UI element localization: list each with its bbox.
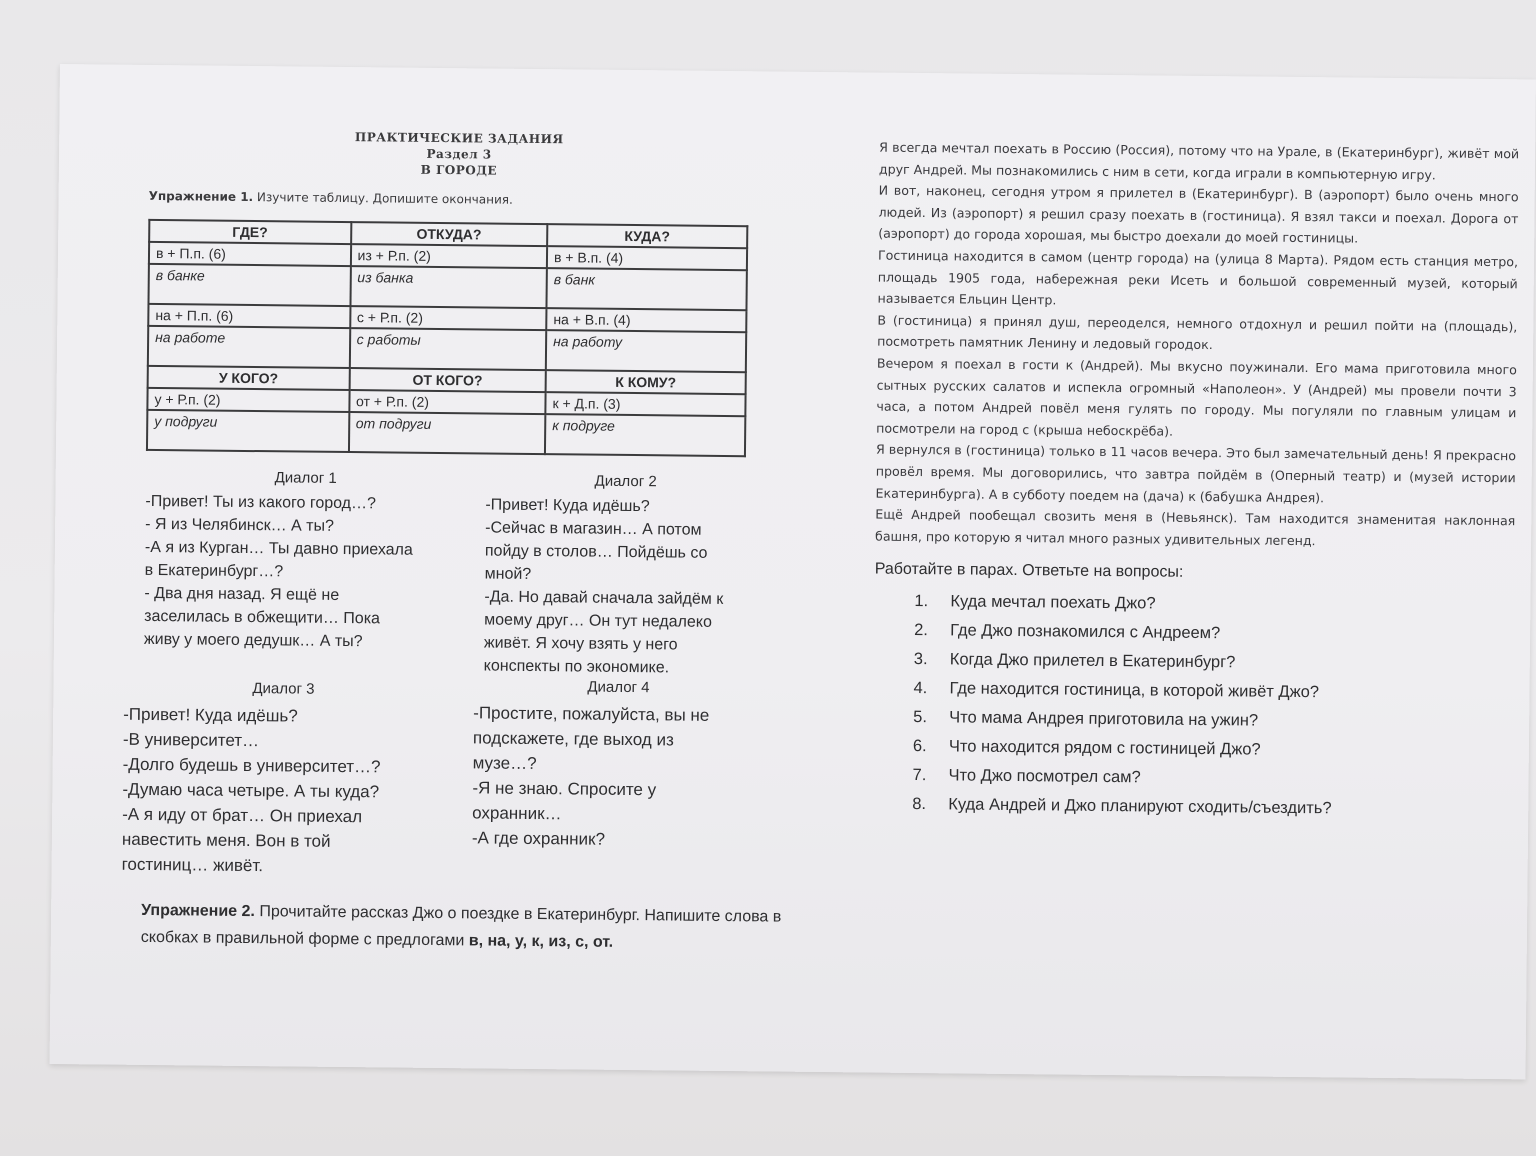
table-cell-example: к подруге	[545, 414, 745, 456]
section-label: Раздел 3	[426, 146, 492, 162]
table-cell-form: из + Р.п. (2)	[350, 244, 547, 268]
dialog-line: - Два дня назад. Я ещё не	[144, 584, 340, 604]
story-text	[875, 137, 1519, 554]
dialog-title: Диалог 1	[274, 469, 337, 487]
table-cell-form: на + В.п. (4)	[546, 308, 746, 332]
table-cell-form: от + Р.п. (2)	[349, 390, 546, 414]
question-number: 8.	[912, 795, 927, 814]
dialog-line: -Простите, пожалуйста, вы не	[473, 703, 710, 725]
table-cell-example: в банк	[546, 268, 746, 310]
case-table	[146, 219, 748, 457]
question-number: 5.	[913, 708, 928, 727]
dialog-line: -Привет! Куда идёшь?	[123, 704, 298, 726]
dialog-line: -Да. Но давай сначала зайдём к	[484, 588, 724, 608]
dialog-line: в Екатеринбург…?	[144, 561, 284, 581]
dialog-3	[121, 675, 443, 880]
question-text: Когда Джо прилетел в Екатеринбург?	[949, 650, 1236, 672]
dialog-line: навестить меня. Вон в той	[121, 829, 331, 851]
question-text: Где Джо познакомился с Андреем?	[950, 621, 1221, 643]
dialog-line: -В университет…	[122, 729, 260, 751]
question-text: Что Джо посмотрел сам?	[948, 766, 1141, 787]
dialog-line: -Привет! Ты из какого город…?	[145, 492, 377, 513]
dialogs-area	[121, 465, 765, 901]
table-cell-form: у + Р.п. (2)	[147, 388, 349, 412]
left-column	[121, 127, 769, 901]
dialog-line: - Я из Челябинск… А ты?	[145, 515, 335, 535]
dialog-line: -Долго будешь в университет…?	[122, 754, 381, 777]
question-number: 4.	[913, 679, 928, 698]
story-paragraph: Я вернулся в (гостиница) только в 11 часов вечера. Это был замечательный день! Я прекрасно провёл время. Мы договорились, что завтра пойдём в (Оперный театр) и (музей истории Екатеринбурга). А в субботу поедем на (дача) к (бабушка Андрея).	[875, 441, 1517, 505]
exercise-2-label: Упражнение 2.	[141, 901, 256, 921]
table-header: ОТ КОГО?	[349, 368, 546, 392]
dialog-4	[472, 673, 764, 853]
dialog-line: -Думаю часа четыре. А ты куда?	[122, 779, 380, 802]
story-paragraph: Вечером я поехал в гости к (Андрей). Мы вкусно поужинали. Его мама приготовила много сытных русских салатов и испекла огромный «Наполеон». У (Андрей) мы провели почти 3 часа, а потом Андрей повёл меня гулять по городу. Мы погуляли по главным улицам и посмотрели на город с (крыша небоскрёба).	[876, 355, 1517, 439]
dialog-1	[144, 465, 466, 654]
table-cell-example: от подруги	[349, 412, 546, 454]
dialog-title: Диалог 4	[587, 678, 650, 697]
story-paragraph: В (гостиница) я принял душ, переоделся, немного отдохнул и решил пойти на (площадь), посмотреть памятник Ленину и ледовый городок.	[877, 312, 1518, 353]
dialog-line: живу у моего дедушк… А ты?	[143, 630, 363, 651]
dialog-2	[484, 468, 766, 680]
dialog-line: моему друг… Он тут недалеко	[484, 611, 712, 631]
story-paragraph: И вот, наконец, сегодня утром я прилетел в (Екатеринбург). В (аэропорт) было очень много людей. Из (аэропорт) я решил сразу поехать в (гостиница). Я взял такси и поехал. Дорога от (аэропорт) до города хорошая, мы быстро доехали до моей гостиницы.	[878, 182, 1519, 246]
dialog-line: -А где охранник?	[471, 828, 606, 849]
table-header: К КОМУ?	[546, 370, 746, 394]
question-text: Куда мечтал поехать Джо?	[950, 592, 1156, 613]
table-cell-example: из банка	[350, 266, 547, 308]
table-cell-form: в + В.п. (4)	[547, 246, 747, 270]
story-paragraph: Гостиница находится в самом (центр города) на (улица 8 Марта). Рядом есть станция метро, площадь 1905 года, набережная реки Исеть и большой современный музей, который называется Ельцин Центр.	[877, 247, 1519, 308]
table-header: У КОГО?	[148, 366, 350, 390]
question-number: 3.	[913, 650, 928, 669]
table-cell-example: на работу	[546, 330, 746, 372]
table-cell-form: к + Д.п. (3)	[545, 392, 745, 416]
dialog-line: -Я не знаю. Спросите у	[472, 778, 657, 800]
dialog-title: Диалог 3	[252, 680, 315, 698]
exercise-1-text: Изучите таблицу. Допишите окончания.	[256, 190, 513, 207]
exercise-2-prepositions: в, на, у, к, из, с, от.	[468, 932, 614, 951]
story-paragraph: Ещё Андрей пообещал свозить меня в (Невьянск). Там находится знаменитая наклонная башня, про которую я читал много разных удивительных легенд.	[875, 506, 1516, 548]
topic-label: В ГОРОДЕ	[420, 162, 498, 178]
dialog-line: -А я из Курган… Ты давно приехала	[144, 538, 413, 559]
exercise-2-text: Прочитайте рассказ Джо о поездке в Екатеринбург. Напишите слова в скобках в правильной форме с предлогами	[140, 903, 782, 950]
right-column	[872, 137, 1519, 826]
question-text: Что мама Андрея приготовила на ужин?	[949, 708, 1259, 730]
table-cell-example: на работе	[148, 326, 350, 368]
table-cell-example: с работы	[349, 328, 546, 370]
question-text: Что находится рядом с гостиницей Джо?	[948, 737, 1261, 759]
story-paragraph: Я всегда мечтал поехать в Россию (Россия), потому что на Урале, в (Екатеринбург), живёт мой друг Андрей. Мы познакомились с ним в сети, когда играли в компьютерную игру.	[878, 139, 1520, 183]
question-text: Где находится гостиница, в которой живёт Джо?	[949, 679, 1320, 702]
table-header: ОТКУДА?	[351, 222, 548, 246]
exercise-2-instruction	[141, 897, 802, 958]
table-cell-example: у подруги	[147, 410, 349, 452]
exercise-1-label: Упражнение 1.	[148, 188, 254, 205]
worksheet-title: ПРАКТИЧЕСКИЕ ЗАДАНИЯ	[354, 130, 564, 147]
worksheet-page	[50, 64, 1536, 1079]
question-number: 2.	[914, 621, 928, 640]
table-cell-form: в + П.п. (6)	[149, 242, 351, 266]
dialog-line: конспекты по экономике.	[483, 657, 670, 677]
question-text: Куда Андрей и Джо планируют сходить/съездить?	[948, 795, 1332, 818]
table-cell-form: на + П.п. (6)	[148, 304, 350, 328]
question-number: 7.	[912, 766, 927, 785]
question-number: 6.	[912, 737, 927, 756]
table-cell-example: в банке	[148, 264, 350, 306]
dialog-line: -Сейчас в магазин… А потом	[485, 519, 702, 539]
question-item	[912, 790, 1512, 825]
dialog-line: мной?	[484, 565, 532, 583]
dialog-line: заселилась в обжещити… Пока	[144, 607, 381, 628]
table-cell-form: с + Р.п. (2)	[350, 306, 547, 330]
pair-work-heading: Работайте в парах. Ответьте на вопросы:	[874, 560, 1184, 582]
dialog-line: гостиниц… живёт.	[121, 854, 264, 876]
dialog-line: музе…?	[472, 753, 537, 774]
table-header: КУДА?	[547, 224, 747, 248]
dialog-line: пойду в столов… Пойдёшь со	[484, 542, 708, 562]
dialog-line: -Привет! Куда идёшь?	[485, 496, 650, 516]
question-number: 1.	[914, 592, 929, 611]
dialog-line: -А я иду от брат… Он приехал	[122, 804, 363, 827]
table-header: ГДЕ?	[149, 220, 351, 244]
dialog-line: охранник…	[472, 803, 562, 824]
exercise-1-instruction	[149, 189, 769, 209]
dialog-title: Диалог 2	[594, 472, 657, 491]
dialog-line: живёт. Я хочу взять у него	[483, 634, 678, 654]
questions-list	[912, 587, 1514, 825]
dialog-line: подскажете, где выход из	[472, 728, 674, 750]
